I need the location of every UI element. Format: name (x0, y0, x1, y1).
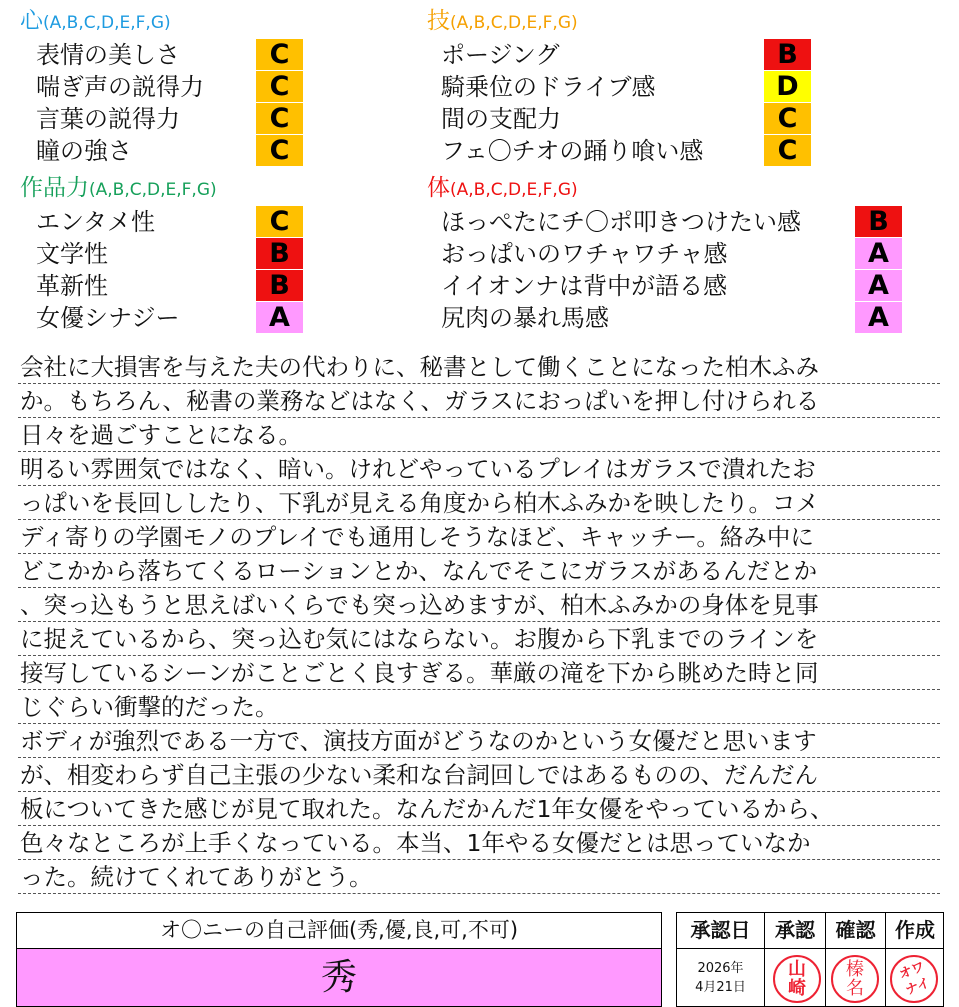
criterion-label: おっぱいのワチャワチャ感 (441, 240, 728, 268)
author-stamp (886, 949, 944, 1007)
review-line: 日々を過ごすことになる。 (18, 418, 940, 452)
grade-badge: A (855, 270, 902, 301)
hanko-seal (831, 955, 879, 1003)
grade-scale: (A,B,C,D,E,F,G) (89, 180, 217, 200)
author-header: 作成 (886, 913, 944, 949)
grade-badge: C (256, 135, 303, 166)
review-line: 板についてきた感じが見て取れた。なんだかんだ1年女優をやっているから、 (18, 792, 940, 826)
grade-badge: C (256, 71, 303, 102)
section-title-text: 心 (20, 8, 43, 34)
self-evaluation-value: 秀 (17, 949, 661, 1006)
hanko-seal (773, 955, 821, 1003)
approval-date (677, 949, 764, 1007)
self-evaluation-heading: オ〇ニーの自己評価(秀,優,良,可,不可) (17, 913, 661, 949)
review-line: 色々なところが上手くなっている。本当、1年やる女優だとは思っていなか (18, 826, 940, 860)
approval-date-day: 4月21日 (695, 980, 746, 995)
review-line: どこかから落ちてくるローションとか、なんでそこにガラスがあるんだとか (18, 554, 940, 588)
criterion-label: 瞳の強さ (36, 137, 132, 165)
criterion-label: 喘ぎ声の説得力 (36, 73, 204, 101)
criterion-label: 女優シナジー (36, 304, 180, 332)
criterion-label: 革新性 (36, 272, 108, 300)
grade-badge: C (256, 39, 303, 70)
section-title-text: 作品力 (20, 175, 89, 201)
grade-badge: B (256, 238, 303, 269)
section-title-sakuhin (20, 175, 217, 203)
criterion-label: イイオンナは背中が語る感 (441, 272, 728, 300)
approval-header: 承認 (765, 913, 825, 949)
review-line: に捉えているから、突っ込む気にはならない。お腹から下乳までのラインを (18, 622, 940, 656)
review-line: ボディが強烈である一方で、演技方面がどうなのかという女優だと思います (18, 724, 940, 758)
section-title-karada (427, 175, 578, 203)
grade-badge: B (764, 39, 811, 70)
section-title-text: 技 (427, 8, 450, 34)
confirm-header: 確認 (826, 913, 885, 949)
review-text (18, 350, 940, 894)
section-title-kokoro (20, 8, 171, 36)
grade-scale: (A,B,C,D,E,F,G) (450, 180, 578, 200)
approval-date-header: 承認日 (677, 913, 764, 949)
grade-badge: D (764, 71, 811, 102)
self-evaluation-box (16, 912, 662, 1007)
criterion-label: ほっぺたにチ〇ポ叩きつけたい感 (441, 208, 801, 236)
criterion-label: エンタメ性 (36, 208, 156, 236)
grade-badge: A (855, 302, 902, 333)
grade-badge: A (256, 302, 303, 333)
review-line: 、突っ込もうと思えばいくらでも突っ込めますが、柏木ふみかの身体を見事 (18, 588, 940, 622)
criterion-label: 表情の美しさ (36, 41, 180, 69)
grade-badge: B (855, 206, 902, 237)
criterion-label: 尻肉の暴れ馬感 (441, 304, 609, 332)
approval-stamp (765, 949, 825, 1007)
criterion-label: 文学性 (36, 240, 108, 268)
section-title-waza (427, 8, 578, 36)
approval-table (676, 912, 944, 1007)
review-line: 明るい雰囲気ではなく、暗い。けれどやっているプレイはガラスで潰れたお (18, 452, 940, 486)
review-line: が、相変わらず自己主張の少ない柔和な台詞回しではあるものの、だんだん (18, 758, 940, 792)
grade-badge: C (256, 206, 303, 237)
criterion-label: フェ〇チオの踊り喰い感 (441, 137, 704, 165)
seal-text: オワナイ (897, 959, 933, 999)
review-line: じぐらい衝撃的だった。 (18, 690, 940, 724)
review-line: ディ寄りの学園モノのプレイでも通用しそうなほど、キャッチー。絡み中に (18, 520, 940, 554)
criterion-label: 間の支配力 (441, 105, 561, 133)
section-title-text: 体 (427, 175, 450, 201)
review-line: っぱいを長回ししたり、下乳が見える角度から柏木ふみかを映したり。コメ (18, 486, 940, 520)
criterion-label: 騎乗位のドライブ感 (441, 73, 656, 101)
seal-text: 榛名 (846, 959, 864, 999)
hanko-seal (890, 955, 938, 1003)
review-line: か。もちろん、秘書の業務などはなく、ガラスにおっぱいを押し付けられる (18, 384, 940, 418)
confirm-stamp (826, 949, 885, 1007)
grade-badge: A (855, 238, 902, 269)
grade-badge: C (764, 103, 811, 134)
criterion-label: ポージング (441, 41, 560, 69)
criterion-label: 言葉の説得力 (36, 105, 180, 133)
seal-text: 山崎 (788, 959, 806, 999)
review-line: った。続けてくれてありがとう。 (18, 860, 940, 894)
grade-badge: C (764, 135, 811, 166)
grade-badge: C (256, 103, 303, 134)
review-line: 会社に大損害を与えた夫の代わりに、秘書として働くことになった柏木ふみ (18, 350, 940, 384)
grade-badge: B (256, 270, 303, 301)
grade-scale: (A,B,C,D,E,F,G) (43, 13, 171, 33)
approval-date-year: 2026年 (697, 961, 744, 976)
review-line: 接写しているシーンがことごとく良すぎる。華厳の滝を下から眺めた時と同 (18, 656, 940, 690)
grade-scale: (A,B,C,D,E,F,G) (450, 13, 578, 33)
